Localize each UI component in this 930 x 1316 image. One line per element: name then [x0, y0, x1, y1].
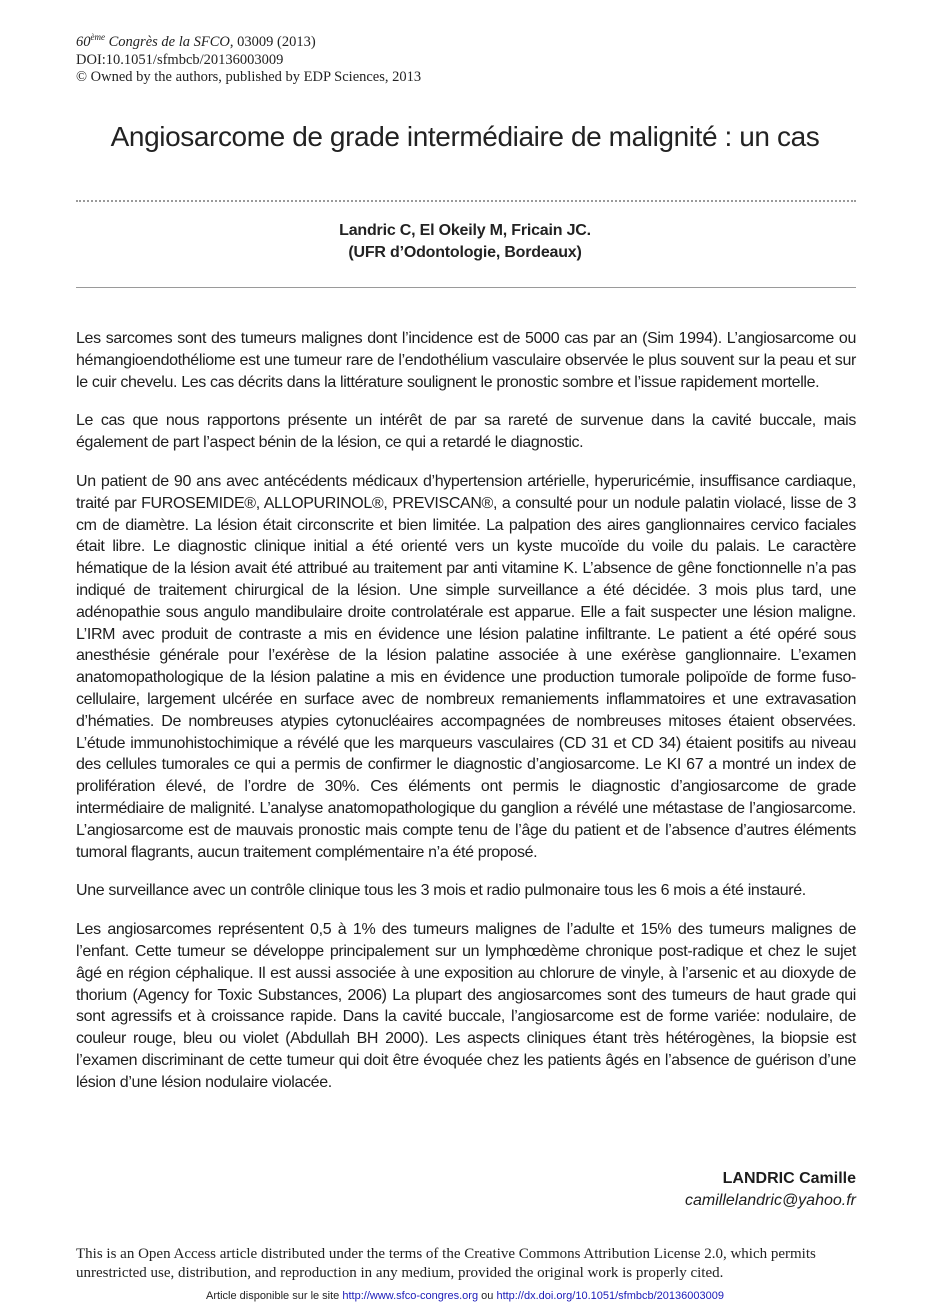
- paragraph: Le cas que nous rapportons présente un intérêt de par sa rareté de survenue dans la cavité buccale, mais également de part l’aspect bénin de la lésion, ce qui a retardé le diagnostic.: [76, 412, 856, 452]
- citation-line: [76, 34, 421, 52]
- article-number: , 03009 (2013): [229, 34, 316, 50]
- signature-email[interactable]: camillelandric@yahoo.fr: [685, 1192, 856, 1209]
- footer-prefix: Article disponible sur le site: [206, 1290, 343, 1302]
- congress-name: Congrès de la SFCO: [105, 34, 230, 50]
- doi-link[interactable]: http://dx.doi.org/10.1051/sfmbcb/20136003009: [496, 1290, 724, 1302]
- article-title: Angiosarcome de grade intermédiaire de malignité : un cas: [110, 121, 820, 152]
- copyright-line: © Owned by the authors, published by EDP Sciences, 2013: [76, 69, 422, 85]
- paragraph: Un patient de 90 ans avec antécédents médicaux d’hypertension artérielle, hyperuricémie, insuffisance cardiaque, traité par FUROSEMIDE®, ALLOPURINOL®, PREVISCAN®, a consulté pour un nodule palatin violacé, lisse de 3 cm de diamètre. La lésion était circonscrite et bien limitée. La palpation des aires ganglionnaires cervico faciales était libre. Le diagnostic clinique initial a été orienté vers un kyste mucoïde du voile du palais. Le caractère hématique de la lésion avait été attribué au traitement par anti vitamine K. L’absence de gêne fonctionnelle n’a pas indiqué de traitement chirurgical de la lésion. Une simple surveillance a été décidée. 3 mois plus tard, une adénopathie sous angulo mandibulaire droite controlatérale est apparue. Elle a fait suspecter une lésion maligne. L’IRM avec produit de contraste a mis en évidence une lésion palatine infiltrante. Le patient a été opéré sous anesthésie générale pour l’exérèse de la lésion palatine associée à une exérèse ganglionnaire. L’examen anatomopathologique de la lésion palatine a mis en évidence une production tumorale polipoïde de forme fuso-cellulaire, largement ulcérée en surface avec de nombreux remaniements inflammatoires et une extravasation d’hématies. De nombreuses atypies cytonucléaires accompagnées de nombreuses mitoses étaient observées. L’étude immunohistochimique a révélé que les marqueurs vasculaires (CD 31 et CD 34) étaient positifs au niveau des cellules tumorales ce qui a permis de confirmer le diagnostic d’angiosarcome. Le KI 67 a montré un index de prolifération élevé, de l’ordre de 30%. Ces éléments ont permis le diagnostic d’angiosarcome de grade intermédiaire de malignité. L’analyse anatomopathologique du ganglion a révélé une métastase de l’angiosarcome. L’angiosarcome est de mauvais pronostic mais compte tenu de l’âge du patient et de l’absence d’autres éléments tumoral flagrants, aucun traitement complémentaire n’a été proposé.: [76, 472, 856, 861]
- dotted-divider: [76, 200, 856, 202]
- signature-block: [685, 1168, 856, 1212]
- paragraph: Les sarcomes sont des tumeurs malignes dont l’incidence est de 5000 cas par an (Sim 1994). L’angiosarcome ou hémangioendothéliome est une tumeur rare de l’endothélium vasculaire observée le plus souvent sur la peau et sur le cuir chevelu. Les cas décrits dans la littérature soulignent le pronostic sombre et l’issue rapidement mortelle.: [76, 330, 856, 391]
- license-notice: This is an Open Access article distributed under the terms of the Creative Commons Attribution License 2.0, which permits unrestricted use, distribution, and reproduction in any medium, provided the original work is properly cited.: [76, 1246, 816, 1281]
- signature-name: LANDRIC Camille: [722, 1170, 856, 1187]
- author-names: Landric C, El Okeily M, Fricain JC.: [339, 222, 591, 239]
- solid-divider: [76, 287, 856, 288]
- congress-number: 60: [76, 34, 91, 50]
- paragraph: Les angiosarcomes représentent 0,5 à 1% des tumeurs malignes de l’adulte et 15% des tumeurs malignes de l’enfant. Cette tumeur se développe principalement sur un lymphœdème chronique post-radique et chez le sujet âgé en région céphalique. Il est aussi associée à une exposition au chlorure de vinyle, à l’arsenic et au dioxyde de thorium (Agency for Toxic Substances, 2006) La plupart des angiosarcomes sont des tumeurs de haut grade qui sont agressifs et à croissance rapide. Dans la cavité buccale, l’angiosarcome est de forme variée: nodulaire, de couleur rouge, bleu ou violet (Abdullah BH 2000). Les aspects cliniques étant très hétérogènes, la biopsie est l’examen discriminant de cette tumeur qui doit être évoquée chez les patients âgés en l’absence de guérison d’une lésion d’une lésion nodulaire violacée.: [76, 921, 856, 1091]
- sfco-link[interactable]: http://www.sfco-congres.org: [342, 1290, 479, 1302]
- footer-middle: ou: [478, 1290, 497, 1302]
- congress-number-suffix: ème: [90, 32, 105, 42]
- article-body: [76, 328, 856, 1094]
- paragraph: Une surveillance avec un contrôle clinique tous les 3 mois et radio pulmonaire tous les 6 mois a été instauré.: [76, 882, 806, 900]
- author-block: [0, 220, 930, 264]
- doi-line: DOI:10.1051/sfmbcb/20136003009: [76, 51, 284, 68]
- author-affiliation: (UFR d’Odontologie, Bordeaux): [348, 244, 582, 261]
- availability-footer: [0, 1290, 930, 1302]
- citation-header: [76, 34, 421, 87]
